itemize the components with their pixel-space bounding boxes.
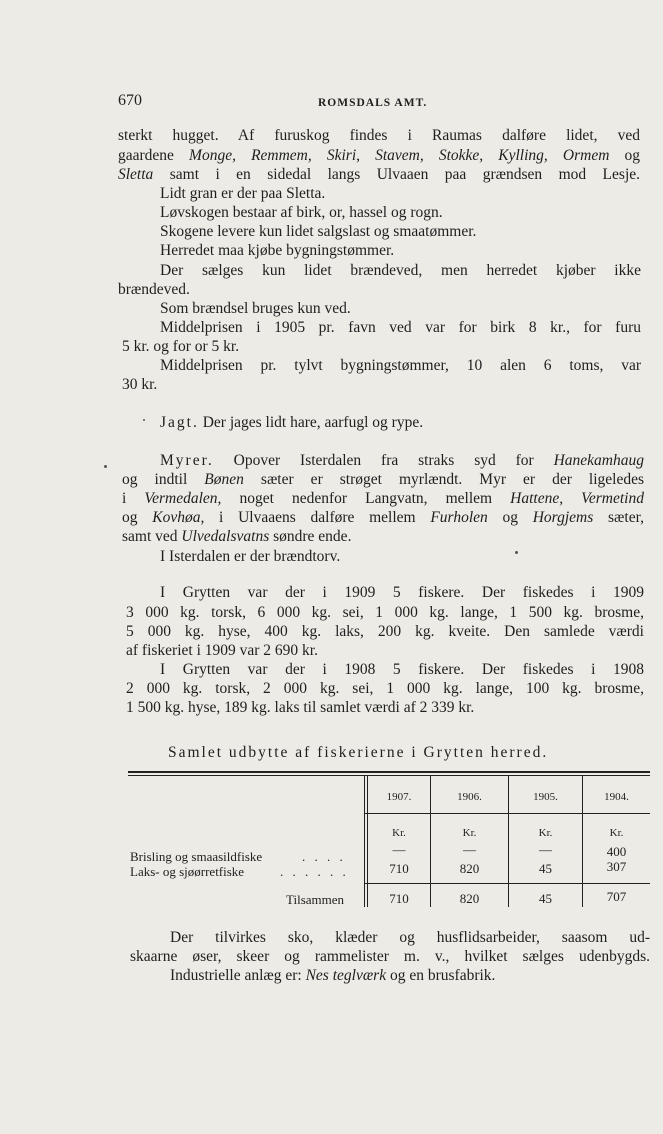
print-speck xyxy=(104,465,107,468)
bogs-line-6: I Isterdalen er der brændtorv. xyxy=(160,548,341,565)
text-run: og xyxy=(122,509,153,526)
text-run: og xyxy=(487,509,533,526)
text-run: søndre ende. xyxy=(269,528,352,545)
table-cell: — xyxy=(463,842,476,857)
bogs-line-3 xyxy=(122,490,644,508)
forest-line-10: Som brændsel bruges kun ved. xyxy=(160,300,351,317)
place-name: Kovhøa, xyxy=(152,509,205,526)
text-run: Der jages lidt hare, aarfugl og rype. xyxy=(202,414,424,431)
text-run: og indtil xyxy=(122,471,205,488)
forest-line-11: Middelprisen i 1905 pr. favn ved var for birk 8 kr., for furu xyxy=(160,319,641,336)
place-name: Furholen xyxy=(430,509,488,526)
forest-line-2 xyxy=(118,147,640,165)
text-run: i Ulvaaens dalføre mellem xyxy=(204,509,431,526)
place-name: Bønen xyxy=(204,471,244,488)
fishing-line-2: 3 000 kg. torsk, 6 000 kg. sei, 1 000 kg. lange, 1 500 kg. brosme, xyxy=(126,604,644,621)
print-speck xyxy=(143,419,145,421)
table-top-rule xyxy=(128,771,650,773)
place-name: Sletta xyxy=(118,166,154,183)
forest-line-13: Middelprisen pr. tylvt bygningstømmer, 10 alen 6 toms, var xyxy=(160,357,641,374)
total-cell: 45 xyxy=(539,891,552,906)
row-label: Laks- og sjøørretfiske xyxy=(130,864,245,879)
fishing-line-4: af fiskeriet i 1909 var 2 690 kr. xyxy=(126,642,318,659)
forest-line-5: Løvskogen bestaar af birk, or, hassel og rogn. xyxy=(160,204,443,221)
place-name: Hanekamhaug xyxy=(553,452,645,469)
place-name: Ulvedalsvatns xyxy=(181,528,270,545)
leader-dots: . . . . xyxy=(302,849,346,864)
unit-label: Kr. xyxy=(392,827,406,839)
bogs-line-1 xyxy=(160,452,644,470)
page-number: 670 xyxy=(118,92,142,109)
leader-dots: . . . . . . xyxy=(280,864,349,879)
hunting-line xyxy=(160,414,423,432)
forest-line-4: Lidt gran er der paa Sletta. xyxy=(160,185,326,202)
total-cell: 820 xyxy=(459,891,480,906)
unit-label: Kr. xyxy=(462,827,477,839)
table-cell: 710 xyxy=(389,861,409,876)
table-cell: 400 xyxy=(606,844,627,859)
forest-line-9: brændeved. xyxy=(118,281,190,298)
table-cell: 820 xyxy=(459,861,480,876)
text-run: Opover Isterdalen fra straks syd for xyxy=(233,452,554,469)
text-run: og en brusfabrik. xyxy=(386,967,496,984)
forest-line-8: Der sælges kun lidet brændeved, men herredet kjøber ikke xyxy=(160,262,641,279)
place-name: Vermedalen, xyxy=(144,490,222,507)
farm-names: Monge, Remmem, Skiri, Stavem, Stokke, Kylling, Ormem xyxy=(189,147,610,164)
forest-line-6: Skogene levere kun lidet salgslast og smaatømmer. xyxy=(160,223,477,240)
row-label: Brisling og smaasildfiske xyxy=(130,849,263,864)
fishing-line-5: I Grytten var der i 1908 5 fiskere. Der fiskedes i 1908 xyxy=(160,661,644,678)
unit-label: Kr. xyxy=(538,827,553,839)
text-run: samt i en sidedal langs Ulvaaen paa grændsen mod Lesje. xyxy=(153,166,640,183)
running-title: ROMSDALS AMT. xyxy=(318,97,428,109)
bogs-line-2 xyxy=(122,471,644,489)
forest-line-7: Herredet maa kjøbe bygningstømmer. xyxy=(160,242,395,259)
text-run: i xyxy=(122,490,145,507)
text-run: noget nedenfor Langvatn, mellem xyxy=(221,490,511,507)
industry-line-3 xyxy=(170,967,495,985)
table-title: Samlet udbytte af fiskerierne i Grytten herred. xyxy=(168,744,549,761)
table-cell: 45 xyxy=(539,861,552,876)
section-heading: Myrer. xyxy=(160,452,214,469)
forest-line-14: 30 kr. xyxy=(122,376,158,393)
text-run: gaardene xyxy=(118,147,190,164)
table-top-rule-thin xyxy=(128,775,650,776)
text-run: og xyxy=(609,147,640,164)
year-header: 1907. xyxy=(386,791,412,803)
company-name: Nes teglværk xyxy=(305,967,387,984)
text-run: Industrielle anlæg er: xyxy=(170,967,306,984)
section-heading: Jagt. xyxy=(160,414,199,431)
industry-line-1: Der tilvirkes sko, klæder og husflidsarbeider, saasom ud- xyxy=(170,929,650,946)
year-header: 1906. xyxy=(457,791,482,803)
total-cell: 707 xyxy=(606,889,627,904)
year-header: 1905. xyxy=(533,791,558,803)
forest-line-1: sterkt hugget. Af furuskog findes i Raumas dalføre lidet, ved xyxy=(118,127,640,144)
fishing-line-7: 1 500 kg. hyse, 189 kg. laks til samlet værdi af 2 339 kr. xyxy=(126,699,475,716)
text-run: sæter, xyxy=(593,509,644,526)
text-run: samt ved xyxy=(122,528,182,545)
table-cell: — xyxy=(539,842,552,857)
column-rule xyxy=(364,776,365,907)
fishing-line-1: I Grytten var der i 1909 5 fiskere. Der fiskedes i 1909 xyxy=(160,584,644,601)
table-cell: 307 xyxy=(606,859,627,874)
header-rule xyxy=(365,813,650,814)
fishing-line-6: 2 000 kg. torsk, 2 000 kg. sei, 1 000 kg. lange, 100 kg. brosme, xyxy=(126,680,644,697)
total-cell: 710 xyxy=(389,891,409,906)
bogs-line-4 xyxy=(122,509,644,527)
fishing-line-3: 5 000 kg. hyse, 400 kg. laks, 200 kg. kveite. Den samlede værdi xyxy=(126,623,644,640)
year-header: 1904. xyxy=(604,791,629,803)
text-run: sæter er strøget myrlændt. Myr er der ligeledes xyxy=(243,471,644,488)
table-cell: — xyxy=(392,842,406,857)
total-rule xyxy=(365,883,650,884)
place-name: Hattene, Vermetind xyxy=(510,490,644,507)
forest-line-3 xyxy=(118,166,640,184)
unit-label: Kr. xyxy=(609,827,624,839)
forest-line-12: 5 kr. og for or 5 kr. xyxy=(122,338,240,355)
print-speck xyxy=(515,551,518,554)
place-name: Horgjems xyxy=(532,509,594,526)
industry-line-2: skaarne øser, skeer og rammelister m. v., hvilket sælges udenbygds. xyxy=(130,948,650,965)
bogs-line-5 xyxy=(122,528,351,546)
total-label: Tilsammen xyxy=(286,892,345,907)
